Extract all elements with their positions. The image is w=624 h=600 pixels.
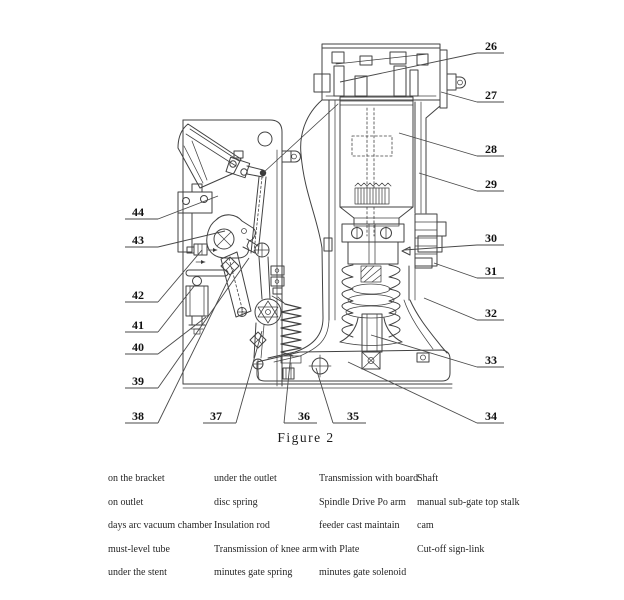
callout-44: 44	[132, 205, 144, 219]
callout-39: 39	[132, 374, 144, 388]
callout-27: 27	[485, 88, 497, 102]
legend-cell-c2-r1: under the outlet	[214, 473, 277, 484]
callout-43: 43	[132, 233, 144, 247]
callout-35: 35	[347, 409, 359, 423]
legend-cell-c2-r3: Insulation rod	[214, 520, 270, 531]
legend-cell-c1-r3: days arc vacuum chamber	[108, 520, 213, 531]
callout-37: 37	[210, 409, 222, 423]
figure-caption: Figure 2	[277, 430, 335, 445]
legend-cell-c1-r5: under the stent	[108, 567, 167, 578]
legend-cell-c3-r3: feeder cast maintain	[319, 520, 400, 531]
legend-cell-c4-r1: Shaft	[417, 473, 439, 484]
callout-31: 31	[485, 264, 497, 278]
callout-30: 30	[485, 231, 497, 245]
legend-cell-c2-r4: Transmission of knee arm	[214, 543, 318, 555]
callout-26: 26	[485, 39, 497, 53]
legend-cell-c3-r1: Transmission with board	[319, 473, 419, 484]
legend-cell-c1-r4: must-level tube	[108, 543, 170, 555]
legend-cell-c2-r5: minutes gate spring	[214, 567, 293, 578]
legend-cell-c3-r2: Spindle Drive Po arm	[319, 496, 406, 508]
callout-41: 41	[132, 318, 144, 332]
legend-cell-c2-r2: disc spring	[214, 496, 258, 508]
callout-38: 38	[132, 409, 144, 423]
callout-28: 28	[485, 142, 497, 156]
callout-29: 29	[485, 177, 497, 191]
callout-33: 33	[485, 353, 497, 367]
callout-36: 36	[298, 409, 310, 423]
legend-cell-c4-r4: Cut-off sign-link	[417, 543, 485, 555]
legend-cell-c3-r4: with Plate	[319, 543, 360, 555]
callout-32: 32	[485, 306, 497, 320]
callout-40: 40	[132, 340, 144, 354]
callout-34: 34	[485, 409, 497, 423]
legend-cell-c3-r5: minutes gate solenoid	[319, 567, 407, 578]
legend-cell-c1-r2: on outlet	[108, 496, 144, 508]
legend-cell-c4-r2: manual sub-gate top stalk	[417, 496, 520, 508]
callout-42: 42	[132, 288, 144, 302]
legend-cell-c1-r1: on the bracket	[108, 473, 165, 484]
legend-cell-c4-r3: cam	[417, 520, 434, 531]
